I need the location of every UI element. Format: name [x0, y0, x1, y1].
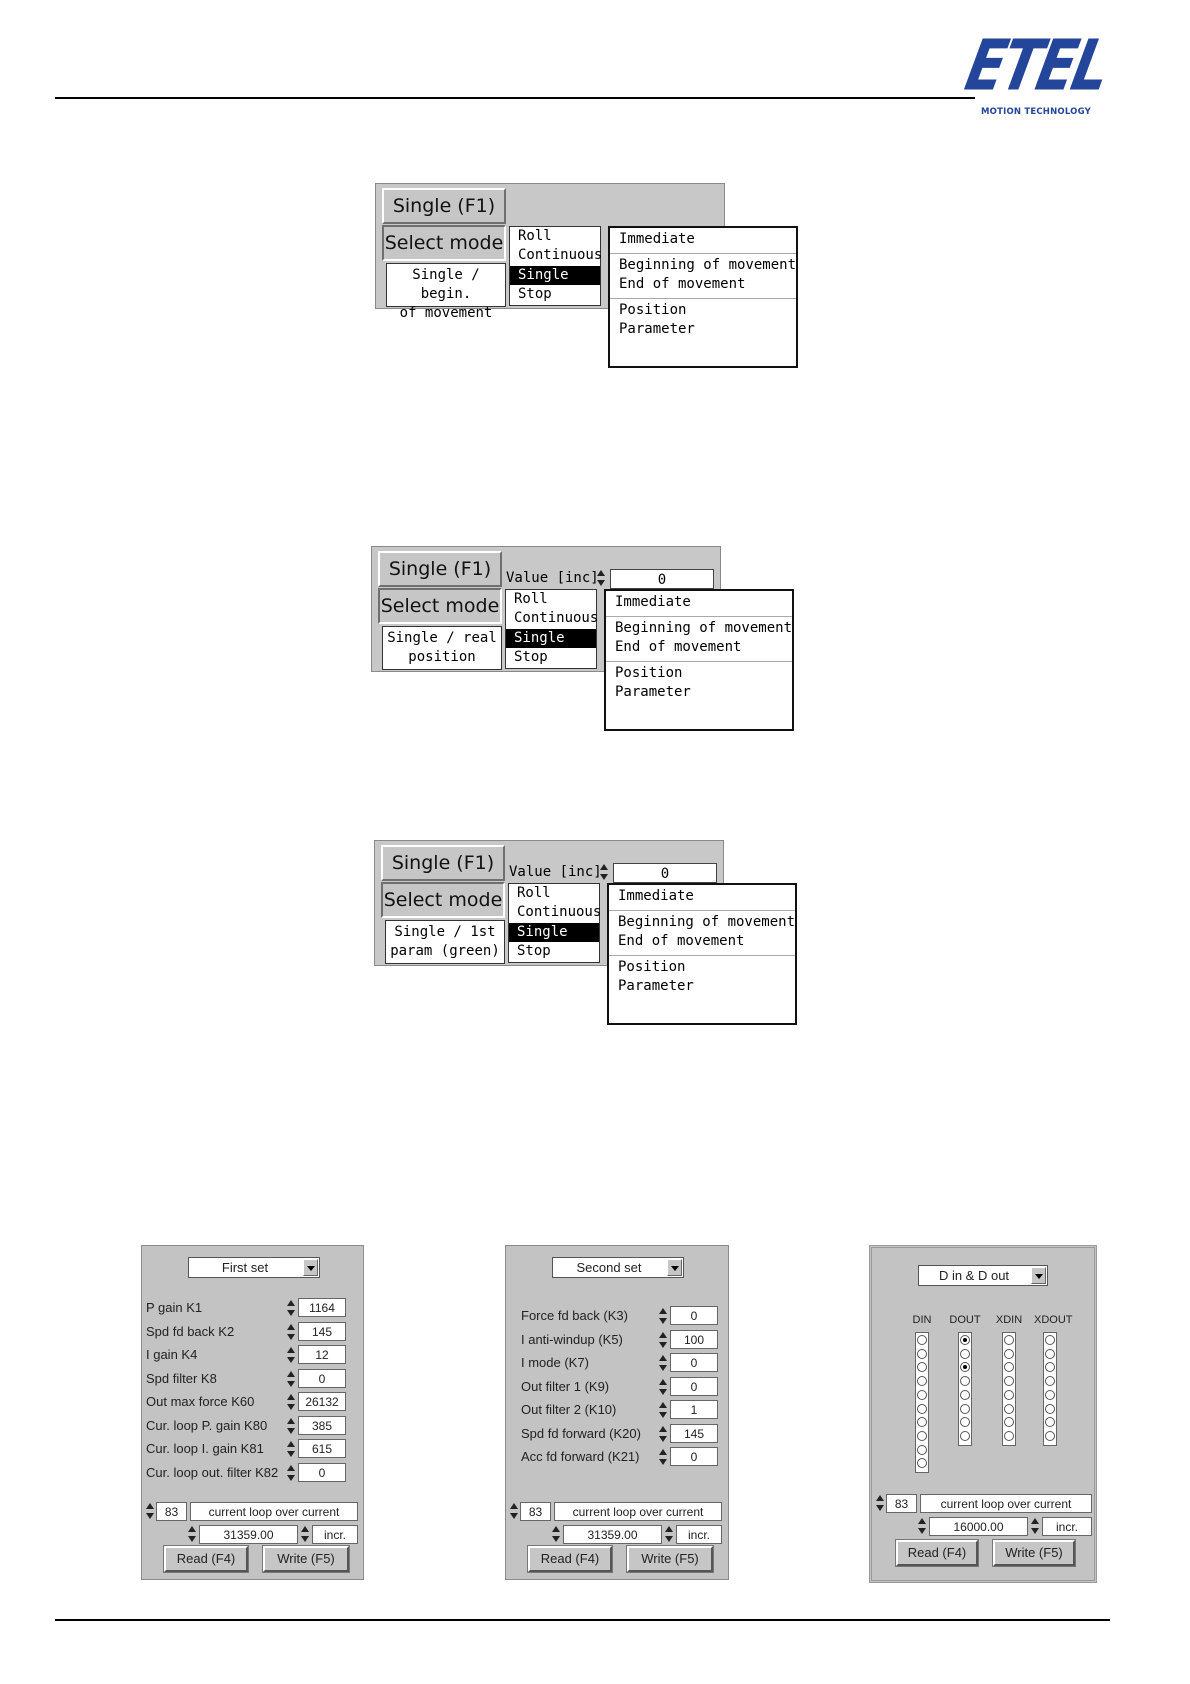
param-row — [521, 1400, 721, 1421]
logo-tagline: MOTION TECHNOLOGY — [981, 107, 1091, 117]
io-radio[interactable] — [917, 1445, 927, 1455]
submenu-section-immediate — [609, 885, 795, 911]
value-label: Value [inc] — [506, 570, 599, 586]
monitor-number-input[interactable]: 83 — [156, 1502, 187, 1521]
param-label: P gain K1 — [146, 1300, 203, 1315]
header-rule — [55, 97, 975, 99]
io-radio[interactable] — [1045, 1404, 1055, 1414]
monitor-unit-field: incr. — [1042, 1517, 1092, 1536]
submenu-item-position[interactable]: Position — [618, 958, 686, 975]
submenu-item-position[interactable]: Position — [619, 301, 687, 318]
io-radio[interactable] — [917, 1404, 927, 1414]
param-label: I anti-windup (K5) — [521, 1331, 623, 1347]
menu-item-roll[interactable]: Roll — [517, 885, 551, 901]
submenu-section-position — [609, 956, 795, 1000]
menu-item-stop[interactable]: Stop — [518, 286, 552, 303]
submenu-section-position — [606, 662, 792, 706]
monitor-name-field: current loop over current — [554, 1502, 722, 1521]
io-radio[interactable] — [1004, 1431, 1014, 1441]
monitor-value-spinner-icon[interactable] — [552, 1525, 561, 1543]
mode-description-line-1: Single / 1st — [394, 924, 496, 940]
param-spinner-icon[interactable] — [659, 1307, 668, 1325]
io-radio[interactable] — [917, 1335, 927, 1345]
menu-item-roll[interactable]: Roll — [514, 591, 548, 607]
param-label: Out filter 2 (K10) — [521, 1402, 617, 1417]
io-header-din: DIN — [912, 1314, 932, 1326]
param-spinner-icon[interactable] — [287, 1440, 296, 1458]
chevron-down-icon[interactable] — [1031, 1267, 1046, 1284]
din-dout-panel — [869, 1245, 1097, 1583]
submenu-item-immediate[interactable]: Immediate — [619, 231, 695, 247]
read-button[interactable]: Read (F4) — [528, 1546, 612, 1572]
submenu-section-movement — [610, 254, 796, 299]
monitor-spinner-icon[interactable] — [510, 1502, 519, 1520]
set-selector-value: Second set — [576, 1260, 642, 1275]
read-button[interactable]: Read (F4) — [164, 1546, 248, 1572]
io-radio[interactable] — [1004, 1335, 1014, 1345]
monitor-unit-field: incr. — [676, 1525, 722, 1544]
submenu-section-position — [610, 299, 796, 343]
io-radio[interactable] — [960, 1335, 970, 1345]
mode-panel-1 — [375, 183, 797, 337]
submenu-section-immediate — [606, 591, 792, 617]
io-column-xdout — [1043, 1332, 1057, 1446]
trigger-submenu — [608, 226, 798, 368]
chevron-down-icon[interactable] — [667, 1259, 682, 1276]
monitor-unit-field: incr. — [312, 1525, 358, 1544]
param-label: Acc fd forward (K21) — [521, 1449, 640, 1464]
submenu-item-parameter[interactable]: Parameter — [619, 321, 695, 337]
param-row — [521, 1424, 721, 1445]
io-header-xdout: XDOUT — [1034, 1314, 1073, 1326]
io-column-xdin — [1002, 1332, 1016, 1446]
param-spinner-icon[interactable] — [287, 1323, 296, 1341]
param-label: Cur. loop I. gain K81 — [146, 1441, 264, 1456]
monitor-number-input[interactable]: 83 — [520, 1502, 551, 1521]
logo-brand: ETEL — [959, 25, 1115, 107]
param-value-input[interactable]: 12 — [298, 1345, 346, 1364]
io-radio[interactable] — [1045, 1417, 1055, 1427]
param-value-input[interactable]: 0 — [670, 1447, 718, 1466]
param-value-input[interactable]: 0 — [670, 1377, 718, 1396]
submenu-item-parameter[interactable]: Parameter — [615, 684, 691, 700]
io-column-dout — [958, 1332, 972, 1446]
param-spinner-icon[interactable] — [659, 1401, 668, 1419]
write-button[interactable]: Write (F5) — [263, 1546, 349, 1572]
mode-menu — [509, 226, 601, 306]
param-spinner-icon[interactable] — [659, 1448, 668, 1466]
param-row — [146, 1369, 346, 1390]
param-spinner-icon[interactable] — [287, 1417, 296, 1435]
monitor-value-field: 31359.00 — [199, 1525, 298, 1544]
menu-item-stop[interactable]: Stop — [514, 649, 548, 666]
mode-description-line-2: of movement — [399, 305, 493, 321]
monitor-spinner-icon[interactable] — [876, 1494, 885, 1512]
io-header-xdin: XDIN — [995, 1314, 1023, 1326]
param-row — [146, 1392, 346, 1413]
param-row — [521, 1447, 721, 1468]
select-mode-button[interactable]: Select mode — [378, 588, 502, 624]
monitor-number-input[interactable]: 83 — [886, 1494, 917, 1513]
param-label: Out max force K60 — [146, 1394, 255, 1409]
param-label: Cur. loop out. filter K82 — [146, 1464, 279, 1480]
submenu-item-end[interactable]: End of movement — [615, 639, 742, 655]
io-radio[interactable] — [960, 1431, 970, 1441]
io-radio[interactable] — [1045, 1349, 1055, 1359]
monitor-value-spinner-icon[interactable] — [918, 1517, 927, 1535]
param-label: I gain K4 — [146, 1347, 198, 1362]
param-value-input[interactable]: 0 — [298, 1463, 346, 1482]
param-row — [146, 1322, 346, 1343]
param-spinner-icon[interactable] — [659, 1354, 668, 1372]
io-radio[interactable] — [960, 1376, 970, 1386]
menu-item-continuous[interactable]: Continuous — [517, 904, 602, 921]
io-radio[interactable] — [1045, 1431, 1055, 1441]
read-button[interactable]: Read (F4) — [896, 1540, 978, 1566]
menu-item-roll[interactable]: Roll — [518, 228, 552, 244]
io-radio[interactable] — [917, 1431, 927, 1441]
io-radio[interactable] — [1004, 1390, 1014, 1400]
io-header-dout: DOUT — [949, 1314, 981, 1326]
param-value-input[interactable]: 26132 — [298, 1392, 346, 1411]
param-spinner-icon[interactable] — [287, 1393, 296, 1411]
trigger-submenu — [604, 589, 794, 731]
submenu-item-parameter[interactable]: Parameter — [618, 978, 694, 994]
io-radio[interactable] — [917, 1349, 927, 1359]
submenu-item-position[interactable]: Position — [615, 664, 683, 681]
set-selector-value: D in & D out — [938, 1268, 1010, 1283]
io-radio[interactable] — [917, 1417, 927, 1427]
write-button[interactable]: Write (F5) — [627, 1546, 713, 1572]
param-row — [146, 1416, 346, 1437]
submenu-item-end[interactable]: End of movement — [619, 276, 746, 292]
mode-menu — [505, 589, 597, 669]
param-row — [146, 1463, 346, 1484]
param-spinner-icon[interactable] — [287, 1464, 296, 1482]
param-label: Spd filter K8 — [146, 1370, 217, 1386]
io-radio[interactable] — [960, 1404, 970, 1414]
mode-description-line-2: position — [408, 649, 476, 665]
param-spinner-icon[interactable] — [659, 1331, 668, 1349]
submenu-section-movement — [606, 617, 792, 662]
param-spinner-icon[interactable] — [659, 1425, 668, 1443]
single-f1-button[interactable]: Single (F1) — [381, 845, 505, 881]
set-selector[interactable] — [918, 1265, 1048, 1286]
mode-description — [382, 626, 502, 670]
param-value-input[interactable]: 145 — [298, 1322, 346, 1341]
set-selector[interactable] — [552, 1257, 684, 1278]
param-value-input[interactable]: 1 — [670, 1400, 718, 1419]
single-f1-button[interactable]: Single (F1) — [382, 188, 506, 224]
param-row — [521, 1306, 721, 1327]
param-value-input[interactable]: 0 — [670, 1306, 718, 1325]
mode-panel-2 — [371, 546, 793, 700]
io-radio[interactable] — [1004, 1417, 1014, 1427]
menu-item-single[interactable]: Single — [510, 266, 600, 285]
io-radio[interactable] — [1045, 1376, 1055, 1386]
submenu-item-immediate[interactable]: Immediate — [618, 888, 694, 904]
footer-rule — [55, 1619, 1110, 1621]
io-radio[interactable] — [960, 1349, 970, 1359]
submenu-section-movement — [609, 911, 795, 956]
param-spinner-icon[interactable] — [287, 1346, 296, 1364]
param-label: Spd fd forward (K20) — [521, 1425, 641, 1441]
menu-item-continuous[interactable]: Continuous — [518, 247, 603, 264]
chevron-down-icon[interactable] — [303, 1259, 318, 1276]
param-value-input[interactable]: 100 — [670, 1330, 718, 1349]
param-row — [146, 1298, 346, 1319]
io-radio[interactable] — [917, 1362, 927, 1372]
monitor-unit-spinner-icon[interactable] — [301, 1525, 310, 1543]
io-radio[interactable] — [1004, 1349, 1014, 1359]
io-radio[interactable] — [1045, 1362, 1055, 1372]
menu-item-single[interactable]: Single — [506, 629, 596, 648]
param-value-input[interactable]: 385 — [298, 1416, 346, 1435]
single-f1-button[interactable]: Single (F1) — [378, 551, 502, 587]
set-selector-value: First set — [221, 1260, 269, 1275]
io-radio[interactable] — [917, 1376, 927, 1386]
param-value-input[interactable]: 1164 — [298, 1298, 346, 1317]
mode-description-line-1: Single / begin. — [412, 267, 480, 302]
submenu-item-beginning[interactable]: Beginning of movement — [615, 619, 793, 636]
param-row — [521, 1330, 721, 1351]
first-set-panel — [141, 1245, 364, 1580]
mode-description-line-2: param (green) — [390, 943, 500, 959]
io-radio[interactable] — [1045, 1390, 1055, 1400]
param-spinner-icon[interactable] — [287, 1370, 296, 1388]
etel-logo — [959, 24, 1115, 120]
io-radio[interactable] — [960, 1362, 970, 1372]
param-value-input[interactable]: 615 — [298, 1439, 346, 1458]
monitor-name-field: current loop over current — [190, 1502, 358, 1521]
value-input[interactable]: 0 — [610, 569, 714, 589]
io-radio[interactable] — [960, 1390, 970, 1400]
param-spinner-icon[interactable] — [287, 1299, 296, 1317]
value-spinner-icon[interactable] — [597, 569, 606, 587]
submenu-item-immediate[interactable]: Immediate — [615, 594, 691, 610]
param-row — [146, 1345, 346, 1366]
mode-description — [386, 263, 506, 321]
write-button[interactable]: Write (F5) — [993, 1540, 1075, 1566]
select-mode-button[interactable]: Select mode — [382, 225, 506, 261]
param-value-input[interactable]: 145 — [670, 1424, 718, 1443]
monitor-name-field: current loop over current — [920, 1494, 1092, 1513]
io-radio[interactable] — [917, 1390, 927, 1400]
param-row — [146, 1439, 346, 1460]
value-spinner-icon[interactable] — [600, 863, 609, 881]
param-label: Spd fd back K2 — [146, 1323, 235, 1339]
submenu-item-end[interactable]: End of movement — [618, 933, 745, 949]
select-mode-button[interactable]: Select mode — [381, 882, 505, 918]
menu-item-single[interactable]: Single — [509, 923, 599, 942]
trigger-submenu — [607, 883, 797, 1025]
monitor-value-spinner-icon[interactable] — [188, 1525, 197, 1543]
menu-item-stop[interactable]: Stop — [517, 943, 551, 960]
param-row — [521, 1353, 721, 1374]
submenu-item-beginning[interactable]: Beginning of movement — [618, 913, 796, 930]
mode-menu — [508, 883, 600, 963]
second-set-panel — [505, 1245, 729, 1580]
mode-description-line-1: Single / real — [387, 630, 497, 646]
param-spinner-icon[interactable] — [659, 1378, 668, 1396]
submenu-item-beginning[interactable]: Beginning of movement — [619, 256, 797, 273]
monitor-value-field: 31359.00 — [563, 1525, 662, 1544]
param-label: I mode (K7) — [521, 1355, 589, 1370]
mode-panel-3 — [374, 840, 796, 994]
param-label: Out filter 1 (K9) — [521, 1378, 610, 1394]
monitor-unit-spinner-icon[interactable] — [665, 1525, 674, 1543]
menu-item-continuous[interactable]: Continuous — [514, 610, 599, 627]
param-label: Force fd back (K3) — [521, 1308, 628, 1323]
set-selector[interactable] — [188, 1257, 320, 1278]
value-label: Value [inc] — [509, 864, 602, 880]
io-radio[interactable] — [1004, 1362, 1014, 1372]
param-value-input[interactable]: 0 — [670, 1353, 718, 1372]
monitor-spinner-icon[interactable] — [146, 1502, 155, 1520]
param-row — [521, 1377, 721, 1398]
io-column-din — [915, 1332, 929, 1473]
io-radio[interactable] — [1004, 1376, 1014, 1386]
param-label: Cur. loop P. gain K80 — [146, 1417, 268, 1433]
monitor-value-field: 16000.00 — [929, 1517, 1028, 1536]
value-input[interactable]: 0 — [613, 863, 717, 883]
io-radio[interactable] — [917, 1458, 927, 1468]
mode-description — [385, 920, 505, 964]
submenu-section-immediate — [610, 228, 796, 254]
io-radio[interactable] — [1045, 1335, 1055, 1345]
io-radio[interactable] — [1004, 1404, 1014, 1414]
monitor-unit-spinner-icon[interactable] — [1031, 1517, 1040, 1535]
param-value-input[interactable]: 0 — [298, 1369, 346, 1388]
io-radio[interactable] — [960, 1417, 970, 1427]
